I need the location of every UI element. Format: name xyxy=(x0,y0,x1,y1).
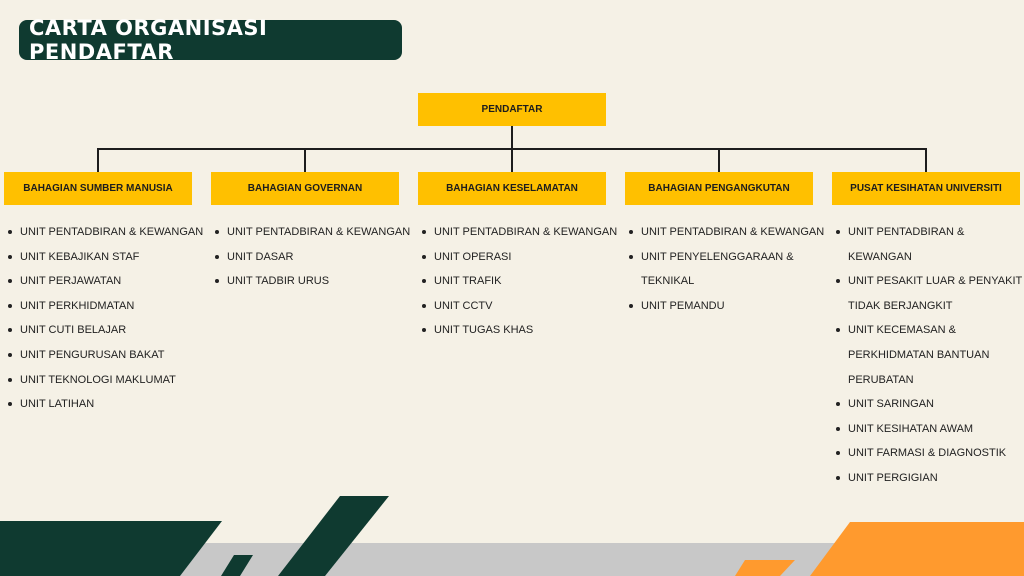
bullet-icon xyxy=(422,328,426,332)
page-title: CARTA ORGANISASI PENDAFTAR xyxy=(19,20,402,60)
dept-stem-line-2 xyxy=(304,148,306,172)
grey-band-shape xyxy=(170,543,845,576)
bullet-icon xyxy=(8,402,12,406)
root-stem-line xyxy=(511,126,513,149)
list-item: UNIT PENTADBIRAN & KEWANGAN xyxy=(8,220,203,245)
orange-right-shape xyxy=(810,522,1024,576)
list-item: UNIT PENGURUSAN BAKAT xyxy=(8,343,203,368)
unit-list-pusat-kesihatan xyxy=(836,220,1024,491)
list-item-continuation: PERKHIDMATAN BANTUAN xyxy=(848,348,990,361)
list-item: UNIT PENTADBIRAN & KEWANGAN xyxy=(215,220,410,245)
dept-node-pusat-kesihatan: PUSAT KESIHATAN UNIVERSITI xyxy=(832,172,1020,205)
bullet-icon xyxy=(8,378,12,382)
dept-node-governan: BAHAGIAN GOVERNAN xyxy=(211,172,399,205)
list-item: UNIT KESIHATAN AWAM xyxy=(836,417,1024,442)
bullet-icon xyxy=(422,279,426,283)
list-item: UNIT OPERASI xyxy=(422,245,617,270)
list-item: UNIT FARMASI & DIAGNOSTIK xyxy=(836,441,1024,466)
dept-stem-line-1 xyxy=(97,148,99,172)
list-item: UNIT TUGAS KHAS xyxy=(422,318,617,343)
list-item: UNIT TEKNOLOGI MAKLUMAT xyxy=(8,368,203,393)
dark-green-stripe-shape xyxy=(278,496,389,576)
bullet-icon xyxy=(836,328,840,332)
list-item: UNIT PENTADBIRAN & KEWANGAN xyxy=(836,220,1024,269)
bullet-icon xyxy=(836,427,840,431)
root-node-pendaftar: PENDAFTAR xyxy=(418,93,606,126)
list-item: UNIT PENYELENGGARAAN & xyxy=(629,245,824,270)
list-item: UNIT PERGIGIAN xyxy=(836,466,1024,491)
list-item-continuation: TEKNIKAL xyxy=(641,275,695,288)
dept-stem-line-5 xyxy=(925,148,927,172)
unit-list-keselamatan xyxy=(422,220,617,343)
list-item: UNIT KEBAJIKAN STAF xyxy=(8,245,203,270)
bullet-icon xyxy=(836,476,840,480)
bullet-icon xyxy=(215,279,219,283)
bullet-icon xyxy=(215,255,219,259)
bullet-icon xyxy=(8,328,12,332)
list-item-continuation: TIDAK BERJANGKIT xyxy=(848,299,953,312)
list-item: UNIT PEMANDU xyxy=(629,294,824,319)
list-item: UNIT PERKHIDMATAN xyxy=(8,294,203,319)
dark-green-small-shape xyxy=(221,555,253,576)
bullet-icon xyxy=(422,255,426,259)
dark-green-left-shape xyxy=(0,521,222,576)
list-item: UNIT PESAKIT LUAR & PENYAKIT xyxy=(836,269,1024,294)
dept-node-pengangkutan: BAHAGIAN PENGANGKUTAN xyxy=(625,172,813,205)
bullet-icon xyxy=(422,304,426,308)
list-item: UNIT PENTADBIRAN & KEWANGAN xyxy=(629,220,824,245)
list-item: UNIT SARINGAN xyxy=(836,392,1024,417)
bullet-icon xyxy=(8,304,12,308)
unit-list-pengangkutan xyxy=(629,220,824,318)
list-item: UNIT TADBIR URUS xyxy=(215,269,410,294)
bullet-icon xyxy=(8,230,12,234)
unit-list-sumber-manusia xyxy=(8,220,203,417)
bullet-icon xyxy=(836,230,840,234)
bullet-icon xyxy=(836,451,840,455)
bullet-icon xyxy=(629,304,633,308)
list-item: UNIT PERJAWATAN xyxy=(8,269,203,294)
dept-node-sumber-manusia: BAHAGIAN SUMBER MANUSIA xyxy=(4,172,192,205)
list-item: UNIT KECEMASAN & xyxy=(836,318,1024,343)
bullet-icon xyxy=(836,279,840,283)
bullet-icon xyxy=(8,353,12,357)
bullet-icon xyxy=(422,230,426,234)
unit-list-governan xyxy=(215,220,410,294)
list-item: UNIT CCTV xyxy=(422,294,617,319)
dept-node-keselamatan: BAHAGIAN KESELAMATAN xyxy=(418,172,606,205)
bullet-icon xyxy=(836,402,840,406)
dept-stem-line-3 xyxy=(511,148,513,172)
list-item: UNIT PENTADBIRAN & KEWANGAN xyxy=(422,220,617,245)
bullet-icon xyxy=(215,230,219,234)
bullet-icon xyxy=(8,255,12,259)
orange-small-shape xyxy=(735,560,795,576)
bullet-icon xyxy=(8,279,12,283)
list-item-continuation: PERUBATAN xyxy=(848,373,914,386)
list-item: UNIT DASAR xyxy=(215,245,410,270)
dept-stem-line-4 xyxy=(718,148,720,172)
bullet-icon xyxy=(629,230,633,234)
list-item: UNIT CUTI BELAJAR xyxy=(8,318,203,343)
list-item: UNIT LATIHAN xyxy=(8,392,203,417)
bullet-icon xyxy=(629,255,633,259)
list-item: UNIT TRAFIK xyxy=(422,269,617,294)
